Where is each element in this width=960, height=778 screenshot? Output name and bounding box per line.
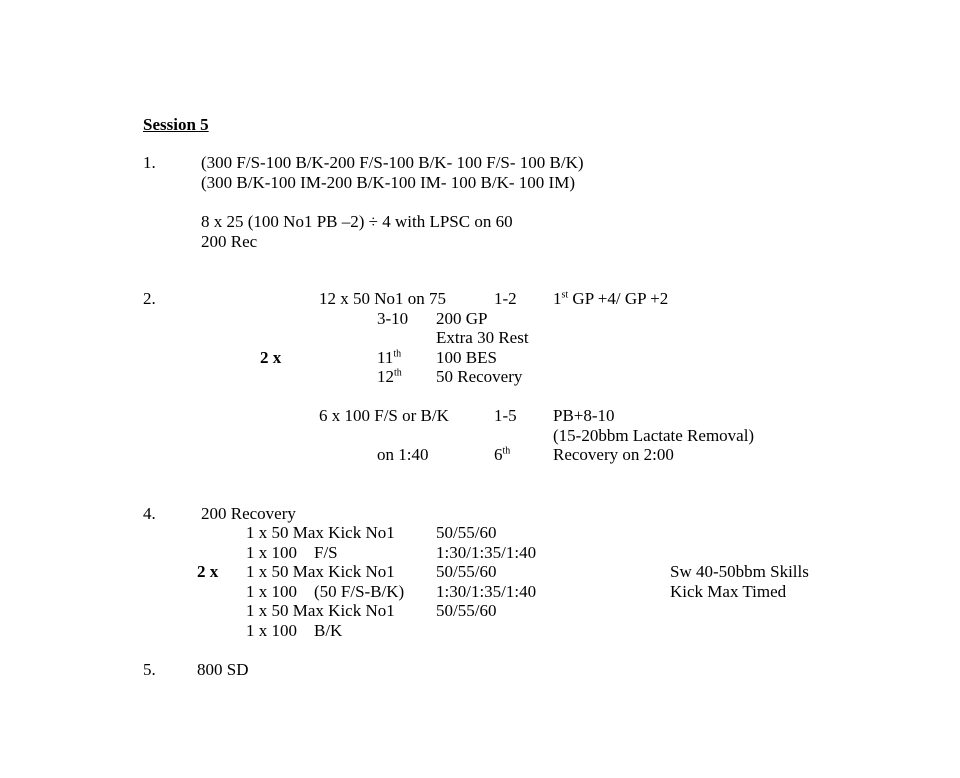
item-4-header: 200 Recovery — [201, 504, 296, 523]
item-1-line-4: 200 Rec — [201, 232, 258, 251]
item-4-times-5: 50/55/60 — [436, 601, 497, 620]
item-1-number: 1. — [143, 153, 156, 172]
set-b-interval: on 1:40 — [377, 445, 429, 464]
item-1-line-3: 8 x 25 (100 No1 PB –2) ÷ 4 with LPSC on 60 — [201, 212, 513, 231]
set-b-rep-1: 1-5 — [494, 406, 517, 425]
item-4-exercise-2: 1 x 100 F/S — [246, 543, 338, 562]
set-a-rep-4: 11th — [377, 348, 402, 367]
item-5-number: 5. — [143, 660, 156, 679]
item-4-exercise-5: 1 x 50 Max Kick No1 — [246, 601, 395, 620]
item-2-number: 2. — [143, 289, 156, 308]
item-4-exercise-1: 1 x 50 Max Kick No1 — [246, 523, 395, 542]
set-a-main: 12 x 50 No1 on 75 — [319, 289, 447, 308]
item-4-note-1: Sw 40-50bbm Skills — [670, 562, 809, 581]
item-4-multiplier: 2 x — [197, 562, 219, 581]
item-2-multiplier: 2 x — [260, 348, 282, 367]
item-4-exercise-6: 1 x 100 B/K — [246, 621, 343, 640]
set-a-detail-3: Extra 30 Rest — [436, 328, 529, 347]
item-4-exercise-4: 1 x 100 (50 F/S-B/K) — [246, 582, 405, 601]
set-a-detail-5: 50 Recovery — [436, 367, 523, 386]
set-a-detail-2: 200 GP — [436, 309, 488, 328]
item-4-note-2: Kick Max Timed — [670, 582, 787, 601]
item-4-exercise-3: 1 x 50 Max Kick No1 — [246, 562, 395, 581]
item-5-text: 800 SD — [197, 660, 249, 679]
set-b-note-3: Recovery on 2:00 — [553, 445, 674, 464]
set-a-rep-1: 1-2 — [494, 289, 517, 308]
set-b-note-1: PB+8-10 — [553, 406, 615, 425]
set-a-rep-5: 12th — [377, 367, 402, 386]
set-b-rep-2: 6th — [494, 445, 511, 464]
set-a-rep-2: 3-10 — [377, 309, 409, 328]
item-4-times-2: 1:30/1:35/1:40 — [436, 543, 537, 562]
item-1-line-2: (300 B/K-100 IM-200 B/K-100 IM- 100 B/K- 100 IM) — [201, 173, 575, 192]
set-b-note-2: (15-20bbm Lactate Removal) — [553, 426, 755, 445]
item-4-times-4: 1:30/1:35/1:40 — [436, 582, 537, 601]
set-a-note-1: 1st GP +4/ GP +2 — [553, 289, 669, 308]
item-4-times-1: 50/55/60 — [436, 523, 497, 542]
item-1-line-1: (300 F/S-100 B/K-200 F/S-100 B/K- 100 F/S- 100 B/K) — [201, 153, 584, 172]
item-4-times-3: 50/55/60 — [436, 562, 497, 581]
session-title: Session 5 — [143, 115, 209, 134]
set-a-detail-4: 100 BES — [436, 348, 497, 367]
item-4-number: 4. — [143, 504, 156, 523]
set-b-main: 6 x 100 F/S or B/K — [319, 406, 449, 425]
